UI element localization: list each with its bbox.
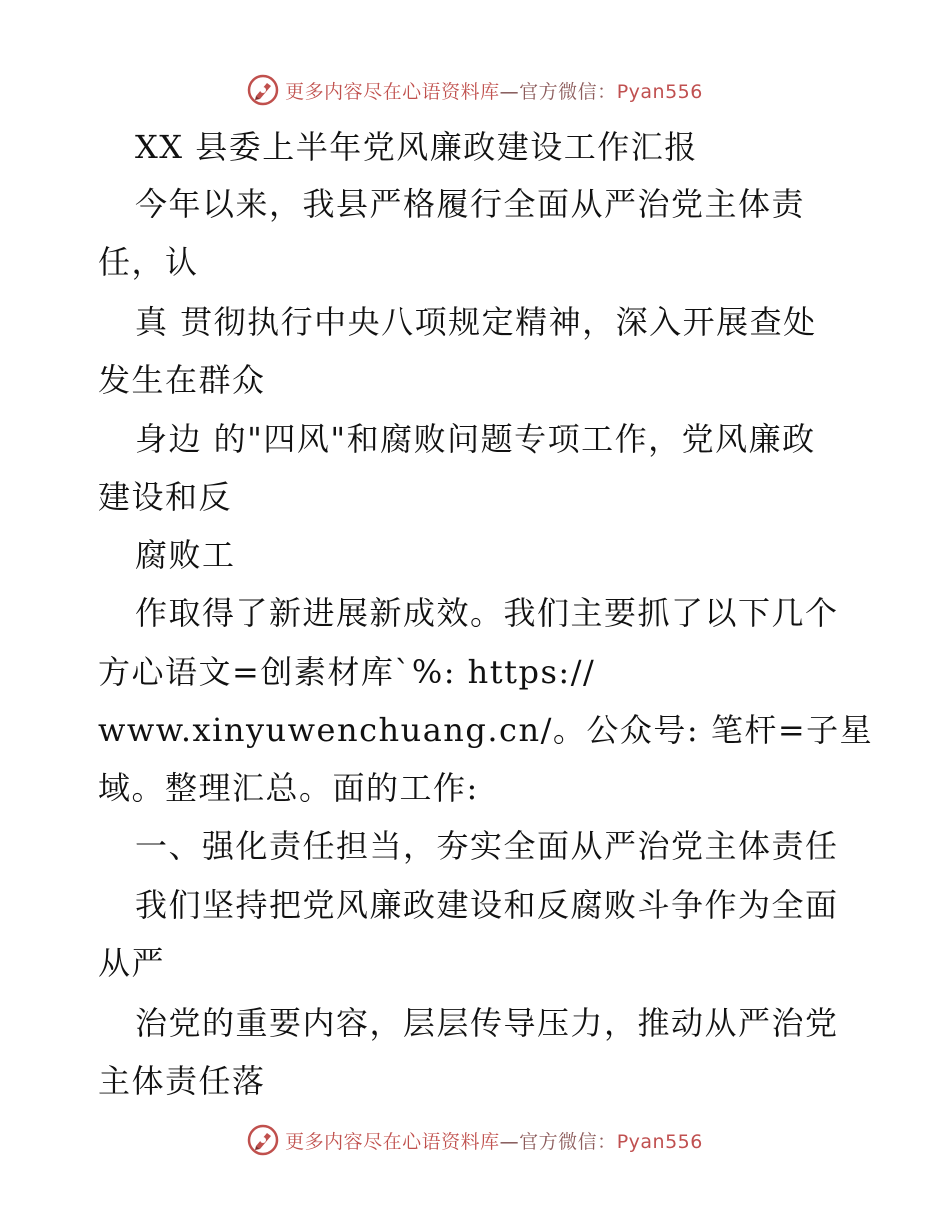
paragraph-line: 治党的重要内容，层层传导压力，推动从严治党 [135,1004,839,1042]
header-wechat-label: 官方微信： [519,80,617,103]
header-site-name: 更多内容尽在心语资料库 [285,80,500,103]
paragraph-line: 域。整理汇总。面的工作: [98,769,479,807]
footer-watermark [0,1120,950,1160]
pen-logo-icon [247,74,279,106]
footer-banner-text [285,1127,703,1154]
paragraph-line: 发生在群众 [98,361,266,399]
footer-wechat-handle: Pyan556 [616,1130,703,1153]
header-watermark [0,70,950,110]
paragraph-line: 我们坚持把党风廉政建设和反腐败斗争作为全面 [135,886,839,924]
paragraph-line: 身边 的"四风"和腐败问题专项工作，党风廉政 [135,420,816,458]
paragraph-line: 作取得了新进展新成效。我们主要抓了以下几个 [135,594,839,632]
paragraph-line: 主体责任落 [98,1062,266,1100]
paragraph-line: 腐败工 [135,536,236,574]
header-wechat-handle: Pyan556 [616,80,703,103]
section-heading: 一、强化责任担当，夯实全面从严治党主体责任 [135,827,839,865]
paragraph-line: 任，认 [98,243,199,281]
paragraph-line: www.xinyuwenchuang.cn/。公众号: 笔杆=子星 [98,711,874,749]
footer-dash: — [499,1130,520,1153]
paragraph-line: 建设和反 [98,478,233,516]
paragraph-line: 方心语文=创素材库`%: https:// [98,653,596,691]
header-banner-text [285,77,703,104]
header-dash: — [499,80,520,103]
footer-wechat-label: 官方微信： [519,1130,617,1153]
document-title: XX 县委上半年党风廉政建设工作汇报 [135,128,698,166]
paragraph-line: 真 贯彻执行中央八项规定精神，深入开展查处 [135,303,817,341]
paragraph-line: 从严 [98,944,166,982]
paragraph-line: 今年以来，我县严格履行全面从严治党主体责 [135,185,806,223]
footer-site-name: 更多内容尽在心语资料库 [285,1130,500,1153]
pen-logo-icon [247,1124,279,1156]
